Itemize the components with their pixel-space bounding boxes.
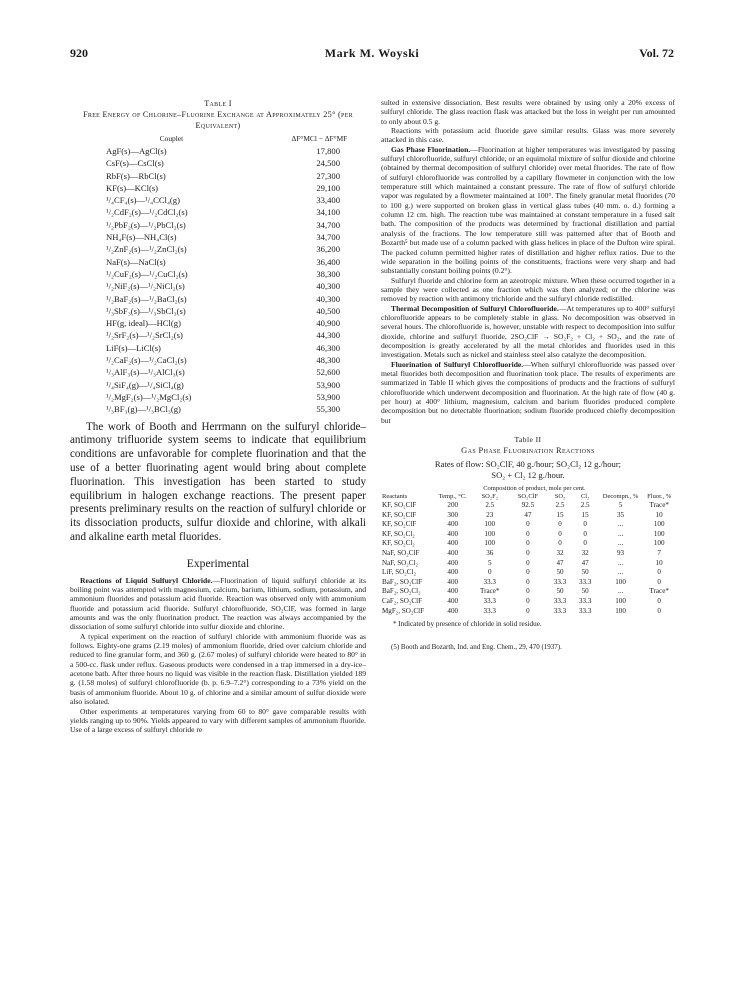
table2-rates-line: SO₂ + Cl₂ 12 g./hour. <box>491 470 565 481</box>
table2-cell: 15 <box>581 510 589 519</box>
table1-couplet-cell: ¹/₂MgF₂(s)—¹/₂MgCl₂(s) <box>106 391 192 402</box>
table2-cell: 0 <box>558 520 562 529</box>
table1-row <box>70 391 366 403</box>
table2-cell: 0 <box>657 596 661 605</box>
table2-cell: 5 <box>618 501 623 510</box>
table1-value-cell: 38,300 <box>316 268 340 279</box>
table2-body <box>381 501 675 616</box>
table1-couplet-cell: ¹/₂BaF₂(s)—¹/₂BaCl₂(s) <box>106 293 187 304</box>
table2-cell: 92.5 <box>521 501 535 510</box>
table1-value-cell: 27,300 <box>316 170 340 181</box>
table2-flow-rates <box>381 459 675 481</box>
table2-cell: NaF, SO₂Cl₂ <box>382 558 418 567</box>
table2-cell: ... <box>617 520 624 529</box>
table2-header-decomposition: Decompn., % <box>602 493 639 501</box>
table2-cell: 0 <box>526 568 530 577</box>
table2-cell: 2.5 <box>555 501 565 510</box>
table2-label: Table II <box>514 435 542 445</box>
table2-cell: 400 <box>447 529 459 538</box>
run-in-heading: Reactions of Liquid Sulfuryl Chloride. <box>80 575 213 585</box>
paragraph-typical-experiment: A typical experiment on the reaction of sulfuryl chloride with ammonium fluoride was as follows. Eighty-one grams (2.19 moles) of ammonium fluoride, dried over calcium chloride and reduced to fine granular form, and 360 g. (2.67 moles) of sulfuryl chloride were heated to 80° in a 500-cc. flask under reflux. Gaseous products were condensed in a trap immersed in a dry-ice–acetone bath. After three hours no liquid was visible in the reaction flask. Distillation yielded 189 g. (1.58 moles) of sulfuryl chlorofluoride (b. p. 6.9–7.2°) corresponding to a 73% yield on the basis of ammonium fluoride. About 10 g. of chlorine and a similar amount of sulfur dioxide were also isolated. <box>70 631 366 707</box>
table2-cell: BaF₂, SO₂Cl₂ <box>382 587 421 596</box>
table1-row <box>70 366 366 378</box>
table2-caption: Gas Phase Fluorination Reactions <box>461 446 595 456</box>
table1-value-cell: 24,500 <box>316 158 340 169</box>
right-column <box>381 98 675 652</box>
paragraph-continued: sulted in extensive dissociation. Best results were obtained by using only a 20% excess of sulfuryl chloride. The glass reaction flask was attacked but the loss in weight per run amounted to only about 0.5 g. <box>381 98 675 126</box>
table2-cell: 100 <box>653 529 665 538</box>
table2-cell: 2.5 <box>580 501 590 510</box>
table2-row <box>381 520 675 530</box>
table2-cell: LiF, SO₂Cl₂ <box>382 568 416 577</box>
table2-cell: 100 <box>484 520 496 529</box>
page-number: 920 <box>70 46 88 60</box>
table1-body <box>70 145 366 416</box>
table1-couplet-cell: NH₄F(s)—NH₄Cl(s) <box>106 232 177 243</box>
table2-cell: 0 <box>526 558 530 567</box>
table1-couplet-cell: HF(g, ideal)—HCl(g) <box>106 318 181 329</box>
table1-value-cell: 29,100 <box>316 182 340 193</box>
table2-cell: 23 <box>486 510 494 519</box>
table1-couplet-cell: ¹/₂ZnF₂(s)—¹/₂ZnCl₂(s) <box>106 244 187 255</box>
table2-cell: 33.3 <box>553 577 567 586</box>
table2-cell: 100 <box>615 606 626 615</box>
table1-value-cell: 46,300 <box>316 342 340 353</box>
table2-cell: 100 <box>484 539 496 548</box>
table2-cell: 100 <box>615 596 626 605</box>
left-column <box>70 98 366 735</box>
table1-value-cell: 40,300 <box>316 281 340 292</box>
table2-row <box>381 568 675 578</box>
table1-value-cell: 44,300 <box>316 330 340 341</box>
table2-cell: 33.3 <box>483 606 496 615</box>
paragraph-azeotrope: Sulfuryl fluoride and chlorine form an azeotropic mixture. When these occurred together in a sample they were collected as one fraction which was then analyzed; or the chlorine was removed by reaction with antimony trichloride and the sulfuryl chloride redistilled. <box>381 275 675 304</box>
table2-cell: KF, SO₂ClF <box>382 501 417 510</box>
table2-cell: 0 <box>526 539 530 548</box>
table2-cell: 0 <box>526 529 530 538</box>
table1-row <box>70 317 366 329</box>
table2-cell: Trace* <box>480 587 500 596</box>
table2-cell: 0 <box>526 549 530 557</box>
table1-row <box>70 329 366 341</box>
table1-row <box>70 256 366 268</box>
table1-value-cell: 34,700 <box>316 219 340 230</box>
table1-row <box>70 305 366 317</box>
table1-couplet-cell: AgF(s)—AgCl(s) <box>106 146 167 156</box>
table1-caption: Free Energy of Chlorine–Fluorine Exchange at Approximately 25° (per Equivalent) <box>83 110 353 130</box>
table1-row <box>70 379 366 391</box>
table2-cell: 5 <box>487 558 492 567</box>
table1 <box>70 133 366 416</box>
table2-header-composition: Composition of product, mole per cent. <box>483 485 586 493</box>
table2-row <box>381 578 675 588</box>
table1-value-cell: 40,500 <box>316 305 340 316</box>
paragraph-text: —At temperatures up to 400° sulfuryl chlorofluoride appears to be completely stable in glass. No decomposition was observed in several hours. The chlorofluoride is, however, unstable with respect to decomposition into sulfur dioxide, chlorine and sulfuryl fluoride, 2SO₂ClF → SO₂F₂ + Cl₂ + SO₂, and the rate of decomposition is greatly accelerated by all the metal chlorides and fluorides used in this investigation. Metals such as nickel and stainless steel also catalyze the decomposition. <box>381 303 675 360</box>
table2-cell: 0 <box>657 577 661 586</box>
run-in-heading: Gas Phase Fluorination. <box>391 144 471 154</box>
table2-cell: 0 <box>657 606 661 615</box>
table1-value-cell: 34,100 <box>316 207 340 218</box>
table2-cell: 100 <box>615 577 626 586</box>
table2-row <box>381 559 675 569</box>
paragraph-text: —Fluorination of liquid sulfuryl chloride at its boiling point was attempted with magnesium, calcium, barium, lithium, sodium, potassium, and ammonium fluorides and potassium acid fluoride. Reaction was observed only with ammonium fluoride and potassium acid fluoride. Sulfuryl chlorofluoride, SO₂ClF, was formed in large amounts and was the only fluorination product. The reaction was always accompanied by the dissociation of some sulfuryl chloride into sulfur dioxide and chlorine. <box>70 575 366 632</box>
table2-cell: ... <box>617 587 624 596</box>
table2-row <box>381 587 675 597</box>
table2-cell: 47 <box>581 558 589 567</box>
table2-cell: 0 <box>526 587 530 596</box>
table1-row <box>70 170 366 182</box>
table1-row <box>70 157 366 169</box>
table1-value-cell: 48,300 <box>316 355 340 366</box>
table1-row <box>70 403 366 415</box>
paragraph-acid-fluoride: Reactions with potassium acid fluoride gave similar results. Glass was more severely attacked in this case. <box>381 126 675 145</box>
table2-row <box>381 549 675 559</box>
table2-cell: 10 <box>655 510 663 519</box>
table2-cell: 36 <box>486 549 494 557</box>
table2-cell: 400 <box>447 539 459 548</box>
table1-couplet-cell: ¹/₄CF₄(s)—¹/₄CCl₄(g) <box>106 195 180 206</box>
table2-row <box>381 530 675 540</box>
table2-cell: 200 <box>447 501 459 510</box>
table2-cell: 100 <box>653 539 665 548</box>
table2-cell: Trace* <box>649 501 669 510</box>
run-in-heading: Thermal Decomposition of Sulfuryl Chlorofluoride. <box>391 303 559 313</box>
table2-cell: CaF₂, SO₂ClF <box>382 596 423 605</box>
table2-header-cl2: Cl₂ <box>580 493 590 501</box>
table2-note: * Indicated by presence of chloride in solid residue. <box>393 620 542 629</box>
intro-paragraph: The work of Booth and Herrmann on the sulfuryl chloride–antimony trifluoride system seems to indicate that equilibrium conditions are unfavorable for complete fluorination and that the use of a better fluorinating agent would bring about complete fluorination. This investigation has been started to study equilibrium in halogen exchange reactions. The present paper presents preliminary results on the reaction of sulfuryl chloride or its dissociation products, sulfur dioxide and chlorine, with alkali and alkaline earth metal fluorides. <box>70 420 366 543</box>
table1-row <box>70 342 366 354</box>
table1-row <box>70 219 366 231</box>
table2-cell: 400 <box>447 596 459 605</box>
table1-value-cell: 40,900 <box>316 318 340 329</box>
table1-row <box>70 194 366 206</box>
table1-couplet-cell: ¹/₂CuF₂(s)—¹/₂CuCl₂(s) <box>106 268 188 279</box>
table2-cell: 0 <box>487 568 492 577</box>
table2-cell: ... <box>617 568 624 577</box>
table1-row <box>70 243 366 255</box>
table1-row <box>70 145 366 157</box>
table1-row <box>70 293 366 305</box>
table2-cell: 15 <box>556 510 564 519</box>
paragraph-gas-phase <box>381 145 675 276</box>
table2-row <box>381 501 675 511</box>
table1-value-cell: 53,900 <box>316 379 340 390</box>
table2-cell: 0 <box>583 539 587 548</box>
table2-cell: 33.3 <box>578 606 592 615</box>
table2-cell: 0 <box>657 568 661 577</box>
table2-cell: 32 <box>556 549 564 557</box>
table2-cell: 33.3 <box>553 596 567 605</box>
table2-cell: 47 <box>556 558 564 567</box>
paragraph-thermal-decomposition <box>381 304 675 360</box>
table1-row <box>70 280 366 292</box>
table2-cell: 33.3 <box>483 577 496 586</box>
table1-header-value: ΔF°MCl − ΔF°MF <box>291 134 348 143</box>
paragraph-text: —Fluorination at higher temperatures was investigated by passing sulfuryl chlorofluoride, sulfuryl chloride, or an equimolal mixture of sulfur dioxide and chlorine (obtained by thermal decomposition of sulfuryl chloride) over metal fluorides. The rate of flow of sulfuryl chlorofluoride was controlled by a capillary flowmeter in conjunction with the low temperature still which maintained a constant pressure. The rate of flow of sulfuryl chloride vapor was regulated by a flowmeter maintained at 100°. The finely granular metal fluorides (70 to 100 g.) were supported on broken glass in vertical glass tubes (40 mm. o. d.) forming a column 12 cm. high. The reaction tube was maintained at constant temperature in a fused salt bath. The composition of the products was determined by fractional distillation and partial analysis of the fractions. The low temperature still was patterned after that of Booth and Bozarth⁵ but made use of a column packed with glass helices in place of the Dufton wire spiral. The packed column permitted higher rates of distillation and higher reflux ratios. Due to the wide separation in the boiling points of the constituents, fractions were very sharp and had substantially constant boiling points (0.2°). <box>381 144 675 276</box>
table2-cell: 2.5 <box>485 501 495 510</box>
table1-couplet-cell: ¹/₃BF₃(g)—¹/₃BCl₃(g) <box>106 404 181 415</box>
table1-value-cell: 52,600 <box>316 367 340 378</box>
table1-value-cell: 55,300 <box>316 404 340 415</box>
table2-cell: 400 <box>447 606 459 615</box>
table2-cell: ... <box>617 558 624 567</box>
table2-cell: 100 <box>653 520 665 529</box>
table2-cell: 0 <box>526 577 530 586</box>
table1-header-couplet: Couplet <box>159 134 184 143</box>
paragraph-liquid-reactions <box>70 576 366 632</box>
table1-couplet-cell: RbF(s)—RbCl(s) <box>106 170 166 181</box>
table2-cell: 50 <box>556 568 564 577</box>
table1-couplet-cell: ¹/₃SbF₃(s)—¹/₃SbCl₃(s) <box>106 305 186 316</box>
table2-cell: 35 <box>617 510 625 519</box>
table1-couplet-cell: ¹/₂CaF₂(s)—¹/₂CaCl₂(s) <box>106 355 187 366</box>
table2-cell: 33.3 <box>553 606 567 615</box>
table1-couplet-cell: ¹/₂SrF₂(s)—¹/₂SrCl₂(s) <box>106 330 183 341</box>
table1-value-cell: 40,300 <box>316 293 340 304</box>
table1-couplet-cell: ¹/₂PbF₂(s)—¹/₂PbCl₂(s) <box>106 219 186 230</box>
table2-cell: 100 <box>484 529 496 538</box>
table2-cell: 0 <box>583 520 587 529</box>
running-author: Mark M. Woyski <box>324 46 420 60</box>
table2-row <box>381 539 675 549</box>
table2-cell: ... <box>617 539 624 548</box>
table2-header-reactants: Reactants <box>382 493 408 501</box>
table1-row <box>70 206 366 218</box>
table2-cell: 400 <box>447 568 459 577</box>
table1-row <box>70 268 366 280</box>
table2-header-so2f2: SO₂F₂ <box>481 493 498 501</box>
table2-cell: 50 <box>581 568 589 577</box>
table2-cell: 32 <box>581 549 589 557</box>
table2-header-so2: SO₂ <box>554 493 566 501</box>
table2-header-so2clf: SO₂ClF <box>517 493 539 501</box>
table2-cell: 400 <box>447 549 459 557</box>
table1-value-cell: 53,900 <box>316 391 340 402</box>
table2-cell: 7 <box>657 549 661 557</box>
volume-label: Vol. 72 <box>639 46 674 60</box>
table2-cell: KF, SO₂Cl₂ <box>382 539 415 548</box>
table2-cell: 0 <box>526 596 530 605</box>
footnote: (5) Booth and Bozarth, Ind. and Eng. Chem., 29, 470 (1937). <box>391 643 562 652</box>
table1-value-cell: 17,800 <box>316 146 340 156</box>
table2-cell: 0 <box>526 520 530 529</box>
table2-cell: 50 <box>581 587 589 596</box>
table1-couplet-cell: LiF(s)—LiCl(s) <box>106 342 161 353</box>
table1-couplet-cell: NaF(s)—NaCl(s) <box>106 256 166 267</box>
table1-value-cell: 33,400 <box>316 195 340 206</box>
table1-value-cell: 36,400 <box>316 256 340 267</box>
table2-cell: 10 <box>655 558 663 567</box>
table1-row <box>70 182 366 194</box>
table2-row <box>381 597 675 607</box>
table2-rates-line: Rates of flow: SO₂ClF, 40 g./hour; SO₂Cl₂ 12 g./hour; <box>434 459 622 470</box>
table2-cell: KF, SO₂ClF <box>382 510 417 519</box>
table2-cell: BaF₂, SO₂ClF <box>382 577 423 586</box>
table2-cell: ... <box>617 529 624 538</box>
table2-cell: 50 <box>556 587 564 596</box>
table2-cell: 47 <box>524 510 532 519</box>
table2-cell: 400 <box>447 520 459 529</box>
table2 <box>381 485 675 616</box>
table1-couplet-cell: ¹/₂NiF₂(s)—¹/₂NiCl₂(s) <box>106 281 185 292</box>
paragraph-text: —When sulfuryl chlorofluoride was passed over metal fluorides both decomposition and fluorination took place. The results of experiments are summarized in Table II which gives the compositions of products and the fractions of sulfuryl chlorofluoride which underwent decomposition and fluorination. At the high rate of flow (40 g. per hour) at 400° lithium, magnesium, calcium and barium fluorides produced complete decomposition but no detectable fluorination; sodium fluoride produced chiefly decomposition but <box>381 359 676 425</box>
table2-cell: 300 <box>447 510 459 519</box>
table2-cell: NaF, SO₂ClF <box>382 549 420 557</box>
table1-couplet-cell: ¹/₃AlF₃(s)—¹/₃AlCl₃(s) <box>106 367 185 378</box>
table2-cell: 0 <box>526 606 530 615</box>
table1-couplet-cell: ¹/₄SiF₄(g)—¹/₄SiCl₄(g) <box>106 379 184 390</box>
table1-couplet-cell: KF(s)—KCl(s) <box>106 182 159 193</box>
table2-cell: 33.3 <box>578 577 592 586</box>
table2-cell: 0 <box>583 529 587 538</box>
paragraph-other-experiments: Other experiments at temperatures varying from 60 to 80° gave comparable results with yields ranging up to 90%. Yields appeared to vary with different samples of ammonium fluoride. Use of a large excess of sulfuryl chloride re <box>70 706 366 735</box>
section-heading-experimental: Experimental <box>186 556 250 570</box>
table2-header-temp: Temp., °C. <box>438 493 467 501</box>
table1-couplet-cell: ¹/₂CdF₂(s)—¹/₂CdCl₂(s) <box>106 207 188 218</box>
table2-cell: 400 <box>447 587 459 596</box>
table1-value-cell: 36,200 <box>316 244 340 255</box>
table2-cell: Trace* <box>649 587 669 596</box>
table1-label: Table I <box>204 99 232 108</box>
table2-cell: 33.3 <box>483 596 496 605</box>
run-in-heading: Fluorination of Sulfuryl Chlorofluoride. <box>391 359 524 369</box>
table2-cell: MgF₂, SO₂ClF <box>382 606 425 615</box>
table1-couplet-cell: CsF(s)—CsCl(s) <box>106 158 164 169</box>
table2-cell: 0 <box>558 529 562 538</box>
paragraph-fluorination <box>381 360 675 425</box>
table1-row <box>70 231 366 243</box>
table2-cell: KF, SO₂ClF <box>382 520 417 529</box>
table1-row <box>70 354 366 366</box>
table1-value-cell: 34,700 <box>316 232 340 243</box>
table2-cell: KF, SO₂Cl₂ <box>382 529 415 538</box>
table2-cell: 93 <box>617 549 625 557</box>
table2-row <box>381 511 675 521</box>
table2-cell: 400 <box>447 558 459 567</box>
running-header <box>70 46 674 62</box>
table2-row <box>381 607 675 617</box>
table2-header-fluorination: Fluor., % <box>647 493 672 501</box>
table2-cell: 33.3 <box>578 596 592 605</box>
table2-cell: 0 <box>558 539 562 548</box>
table2-cell: 400 <box>447 577 459 586</box>
